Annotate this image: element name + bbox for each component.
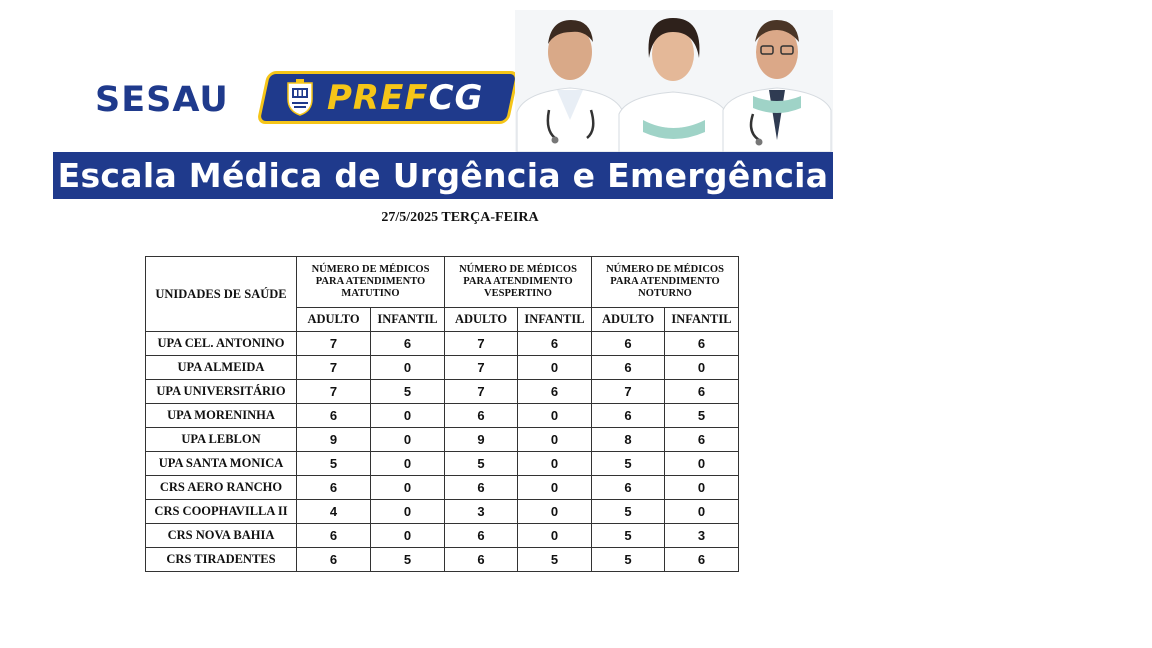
doctor-count: 0	[665, 476, 739, 500]
date-line: 27/5/2025 TERÇA-FEIRA	[381, 210, 539, 225]
doctor-count: 5	[371, 548, 445, 572]
doctor-count: 6	[297, 548, 371, 572]
doctor-count: 7	[445, 380, 518, 404]
title-bar	[53, 152, 833, 199]
period-line: NÚMERO DE MÉDICOS	[311, 264, 430, 275]
table-row	[146, 380, 739, 404]
doctor-count: 0	[371, 476, 445, 500]
doctor-count: 5	[371, 380, 445, 404]
unit-name: CRS COOPHAVILLA II	[146, 500, 297, 524]
doctor-count: 6	[445, 404, 518, 428]
doctor-count: 5	[665, 404, 739, 428]
header-banner	[53, 10, 833, 199]
doctor-count: 0	[518, 524, 592, 548]
page-title: Escala Médica de Urgência e Emergência	[57, 156, 829, 195]
doctors-photo	[515, 10, 833, 152]
table-row	[146, 476, 739, 500]
doctor-count: 3	[445, 500, 518, 524]
schedule-table	[145, 256, 739, 572]
sub-header-adult: ADULTO	[297, 308, 371, 332]
table-row	[146, 452, 739, 476]
sub-header-adult: ADULTO	[445, 308, 518, 332]
unit-name: UPA UNIVERSITÁRIO	[146, 380, 297, 404]
doctor-count: 5	[518, 548, 592, 572]
doctor-count: 0	[371, 404, 445, 428]
doctor-count: 6	[518, 332, 592, 356]
period-line: NÚMERO DE MÉDICOS	[606, 264, 724, 275]
doctor-count: 8	[592, 428, 665, 452]
sesau-logo: SESAU	[95, 80, 229, 120]
doctor-count: 5	[592, 500, 665, 524]
doctor-count: 6	[665, 380, 739, 404]
unit-name: CRS AERO RANCHO	[146, 476, 297, 500]
period-header-morning	[297, 257, 445, 308]
doctor-count: 0	[665, 452, 739, 476]
unit-name: UPA SANTA MONICA	[146, 452, 297, 476]
table-row	[146, 404, 739, 428]
table-row	[146, 500, 739, 524]
period-line: MATUTINO	[341, 288, 400, 299]
doctor-count: 5	[297, 452, 371, 476]
unit-name: UPA CEL. ANTONINO	[146, 332, 297, 356]
doctor-count: 7	[445, 356, 518, 380]
doctor-count: 7	[297, 356, 371, 380]
table-row	[146, 356, 739, 380]
sub-header-child: INFANTIL	[518, 308, 592, 332]
doctor-count: 6	[592, 332, 665, 356]
period-line: VESPERTINO	[484, 288, 552, 299]
doctor-count: 6	[445, 524, 518, 548]
doctor-count: 7	[592, 380, 665, 404]
unit-name: UPA LEBLON	[146, 428, 297, 452]
doctor-count: 0	[518, 356, 592, 380]
doctor-count: 3	[665, 524, 739, 548]
units-header: UNIDADES DE SAÚDE	[146, 257, 297, 332]
doctor-count: 0	[665, 356, 739, 380]
doctor-count: 6	[592, 356, 665, 380]
doctor-count: 4	[297, 500, 371, 524]
doctor-count: 6	[665, 428, 739, 452]
city-crest-icon	[285, 79, 315, 117]
doctor-count: 9	[297, 428, 371, 452]
doctor-count: 0	[518, 404, 592, 428]
doctor-count: 7	[297, 332, 371, 356]
table-row	[146, 548, 739, 572]
sub-header-adult: ADULTO	[592, 308, 665, 332]
period-line: NOTURNO	[638, 288, 692, 299]
unit-name: UPA MORENINHA	[146, 404, 297, 428]
period-line: PARA ATENDIMENTO	[463, 276, 573, 287]
sub-header-child: INFANTIL	[371, 308, 445, 332]
doctor-count: 9	[445, 428, 518, 452]
doctor-count: 0	[518, 428, 592, 452]
doctor-count: 6	[665, 548, 739, 572]
doctor-count: 0	[371, 500, 445, 524]
doctor-count: 0	[371, 524, 445, 548]
table-row	[146, 524, 739, 548]
doctor-count: 6	[445, 476, 518, 500]
doctor-count: 0	[371, 356, 445, 380]
doctor-count: 6	[297, 524, 371, 548]
period-header-afternoon	[445, 257, 592, 308]
period-header-night	[592, 257, 739, 308]
sub-header-child: INFANTIL	[665, 308, 739, 332]
doctor-count: 6	[592, 476, 665, 500]
doctor-count: 6	[518, 380, 592, 404]
period-line: PARA ATENDIMENTO	[610, 276, 720, 287]
unit-name: CRS TIRADENTES	[146, 548, 297, 572]
doctor-count: 0	[518, 500, 592, 524]
doctor-count: 0	[371, 428, 445, 452]
doctor-count: 5	[445, 452, 518, 476]
prefcg-logo	[256, 71, 519, 124]
doctor-count: 0	[518, 452, 592, 476]
doctor-count: 6	[665, 332, 739, 356]
period-header-row	[146, 257, 739, 308]
doctor-count: 0	[371, 452, 445, 476]
table-row	[146, 428, 739, 452]
doctor-count: 7	[445, 332, 518, 356]
doctor-count: 5	[592, 548, 665, 572]
table-row	[146, 332, 739, 356]
doctor-count: 6	[592, 404, 665, 428]
doctor-count: 6	[445, 548, 518, 572]
period-line: NÚMERO DE MÉDICOS	[459, 264, 577, 275]
unit-name: CRS NOVA BAHIA	[146, 524, 297, 548]
doctor-count: 6	[297, 404, 371, 428]
doctor-count: 5	[592, 452, 665, 476]
unit-name: UPA ALMEIDA	[146, 356, 297, 380]
doctor-count: 0	[665, 500, 739, 524]
pref-word: PREF	[327, 77, 429, 118]
period-line: PARA ATENDIMENTO	[315, 276, 426, 287]
doctor-count: 7	[297, 380, 371, 404]
doctor-count: 0	[518, 476, 592, 500]
doctor-count: 6	[297, 476, 371, 500]
doctor-count: 6	[371, 332, 445, 356]
doctor-count: 5	[592, 524, 665, 548]
cg-word: CG	[428, 77, 484, 118]
